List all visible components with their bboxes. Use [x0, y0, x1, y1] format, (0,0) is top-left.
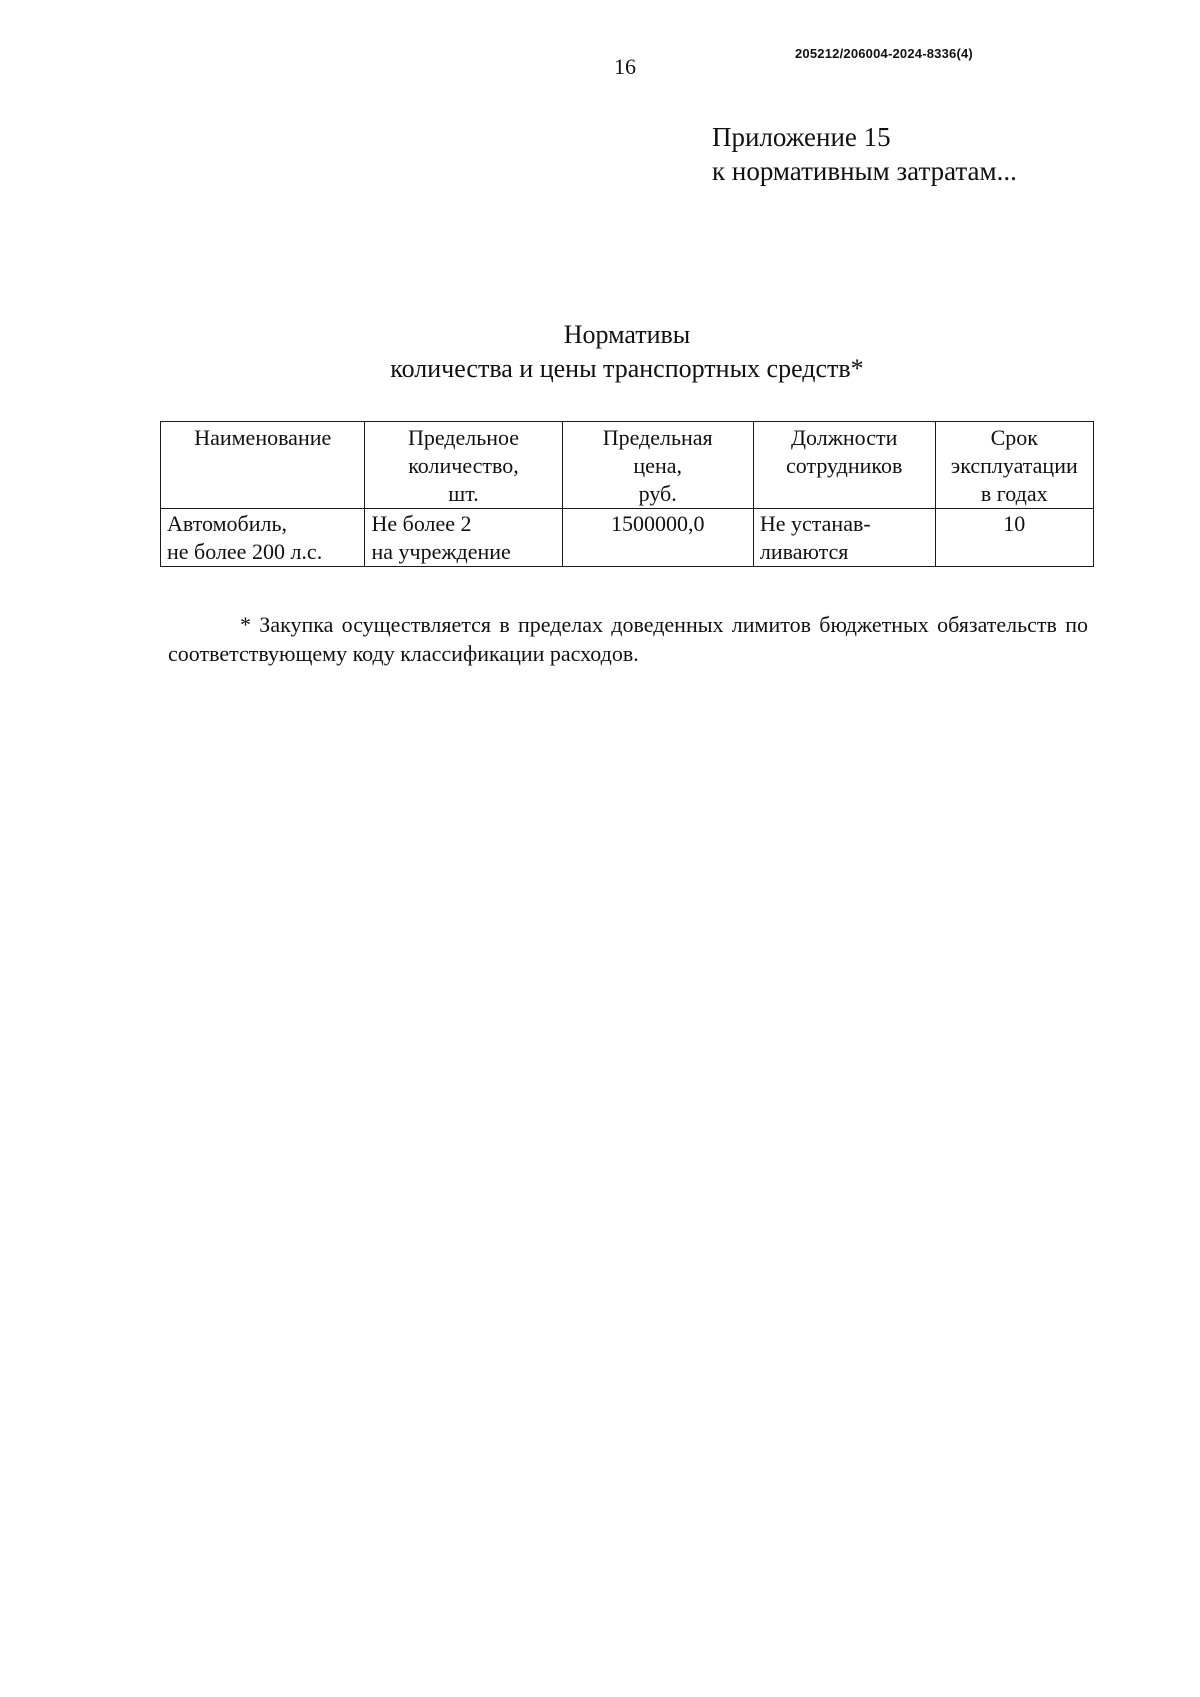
- table-row: [161, 509, 1094, 567]
- cell-line: не более 200 л.с.: [167, 539, 323, 564]
- header-price: [562, 422, 753, 509]
- document-id: 205212/206004-2024-8336(4): [795, 46, 973, 61]
- header-line: количество,: [408, 453, 519, 478]
- footnote: * Закупка осуществляется в пределах доведенных лимитов бюджетных обязательств по соответствующему коду классификации расходов.: [168, 612, 1088, 666]
- appendix-reference: [712, 120, 1017, 188]
- header-term: [935, 422, 1093, 509]
- header-name: [161, 422, 365, 509]
- header-quantity: [365, 422, 562, 509]
- document-title: [0, 318, 1200, 386]
- page-number: 16: [614, 54, 636, 79]
- cell-line: Автомобиль,: [167, 511, 288, 536]
- header-line: эксплуатации: [950, 453, 1078, 478]
- cell-line: Не более 2: [371, 511, 472, 536]
- header-line: Предельная: [602, 425, 713, 450]
- header-line: Срок: [990, 425, 1038, 450]
- header-line: Предельное: [407, 425, 520, 450]
- title-line-2: количества и цены транспортных средств*: [390, 354, 864, 383]
- header-positions: [753, 422, 935, 509]
- header-line: Наименование: [194, 425, 332, 450]
- appendix-line-2: к нормативным затратам...: [712, 156, 1017, 186]
- header-line: Должности: [791, 425, 898, 450]
- cell-line: на учреждение: [371, 539, 511, 564]
- cell-line: ливаются: [759, 539, 849, 564]
- header-line: шт.: [448, 481, 479, 506]
- header-line: руб.: [638, 481, 677, 506]
- norms-table: [160, 421, 1094, 567]
- cell-line: 1500000,0: [610, 511, 705, 536]
- cell-price: [562, 509, 753, 567]
- header-line: в годах: [980, 481, 1048, 506]
- cell-line: 10: [1003, 511, 1026, 536]
- cell-term: [935, 509, 1093, 567]
- cell-line: Не устанав-: [759, 511, 871, 536]
- header-line: цена,: [633, 453, 682, 478]
- appendix-line-1: Приложение 15: [712, 122, 891, 152]
- table-header-row: [161, 422, 1094, 509]
- header-line: сотрудников: [785, 453, 903, 478]
- cell-quantity: [365, 509, 562, 567]
- cell-positions: [753, 509, 935, 567]
- title-line-1: Нормативы: [563, 320, 691, 349]
- cell-name: [161, 509, 365, 567]
